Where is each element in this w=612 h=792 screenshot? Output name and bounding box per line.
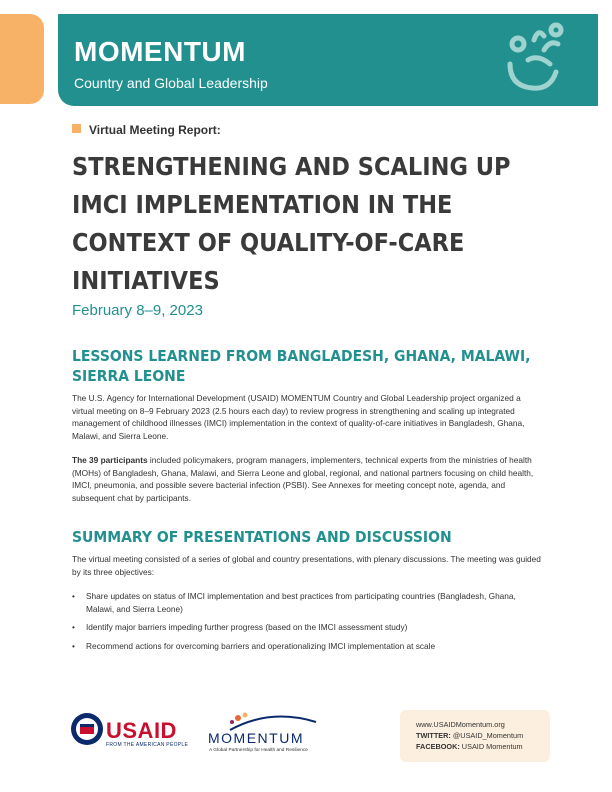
objective-item: • Recommend actions for overcoming barriers and operationalizing IMCI implementation at scale [72,640,542,653]
lessons-heading: LESSONS LEARNED FROM BANGLADESH, GHANA, MALAWI, SIERRA LEONE [72,347,531,385]
brand-name: MOMENTUM [74,36,246,67]
momentum-subtitle: A Global Partnership for Health and Resilience [209,748,308,753]
usaid-seal-icon [70,712,104,746]
lessons-paragraph-2 [72,454,542,504]
header-banner [58,14,598,106]
people-circle-icon [500,20,580,104]
orange-accent-tab [0,14,44,104]
participants-description: included policymakers, program managers, implementers, technical experts from the ministries of health (MOHs) of Bangladesh, Ghana, Malawi, and Sierra Leone and global, regional, and national partners focusing on child health, IMCI, pneumonia, and possible severe bacterial infection (PSBI). See Annexes for meeting concept note, agenda, and subsequent chat by participants. [72,455,534,503]
momentum-logo-icon [200,712,320,732]
lessons-paragraph-1: The U.S. Agency for International Development (USAID) MOMENTUM Country and Global Leadership project organized a virtual meeting on 8–9 February 2023 (2.5 hours each day) to review progress in strengthening and scaling up integrated management of childhood illnesses (IMCI) implementation in the context of quality-of-care initiatives in Bangladesh, Ghana, Malawi, and Sierra Leone. [72,393,525,441]
contact-box [400,710,550,762]
facebook-handle: USAID Momentum [459,742,523,751]
twitter-handle: @USAID_Momentum [450,731,524,740]
summary-intro: The virtual meeting consisted of a series of global and country presentations, with plenary discussions. The meeting was guided by its three objectives: [72,554,541,577]
objectives-list [72,590,542,658]
usaid-wordmark: USAID [106,718,177,743]
orange-square-icon [72,124,81,133]
objective-item: • Share updates on status of IMCI implementation and best practices from participating countries (Bangladesh, Ghana, Malawi, and Sierra Leone) [72,590,542,615]
facebook-line[interactable] [416,742,523,751]
momentum-wordmark: MOMENTUM [208,730,304,746]
report-type-label [72,123,221,137]
usaid-subtitle: FROM THE AMERICAN PEOPLE [106,742,189,748]
facebook-label: FACEBOOK: [416,742,460,751]
summary-heading: SUMMARY OF PRESENTATIONS AND DISCUSSION [72,528,452,546]
objective-item: • Identify major barriers impeding further progress (based on the IMCI assessment study) [72,621,542,634]
report-date: February 8–9, 2023 [72,302,203,319]
report-title: STRENGTHENING AND SCALING UP IMCI IMPLEMENTATION IN THE CONTEXT OF QUALITY-OF-CARE INITIATIVES [72,152,511,295]
twitter-line[interactable] [416,731,523,740]
twitter-label: TWITTER: [416,731,451,740]
participants-count: The 39 participants [72,455,148,465]
website-link[interactable]: www.USAIDMomentum.org [416,720,505,729]
brand-tagline: Country and Global Leadership [74,75,268,91]
report-type-text: Virtual Meeting Report: [89,123,221,137]
